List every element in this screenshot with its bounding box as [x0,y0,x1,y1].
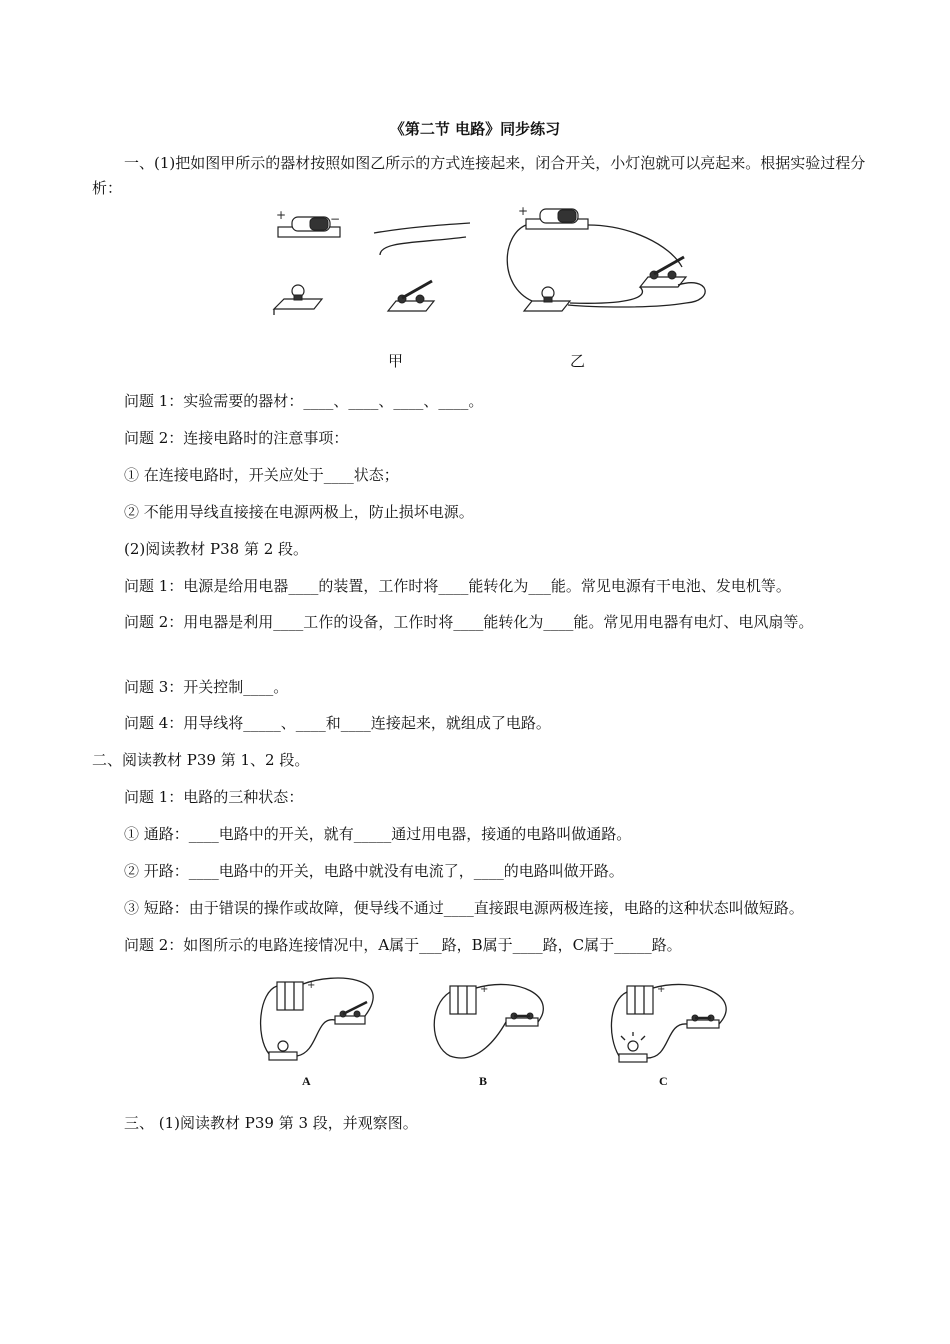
svg-text:+: + [518,205,529,218]
s1-p2-q1: 问题 1：电源是给用电器____的装置，工作时将____能转化为___能。常见电源有干电池、发电机等。 [124,577,791,595]
s1-q2-a: ① 在连接电路时，开关应处于____状态； [124,466,399,484]
page-title: 《第二节 电路》同步练习 [389,120,561,138]
figure-label-yi: 乙 [570,352,586,370]
s1-p2-q3: 问题 3：开关控制____。 [124,678,289,696]
s2-intro: 二、阅读教材 P39 第 1、2 段。 [92,751,310,769]
figure-jia-yi [270,205,730,315]
circuit-c [605,976,745,1066]
switch-icon [388,281,434,311]
s2-q1: 问题 1：电路的三种状态： [124,788,304,806]
s3-intro: 三、 (1)阅读教材 P39 第 3 段，并观察图。 [124,1114,418,1132]
circuit-label-b: B [479,1074,488,1088]
bulb-icon [269,1041,297,1060]
battery-pack-icon [450,984,488,1014]
lit-bulb-icon [619,1032,647,1062]
switch-icon [335,1002,367,1024]
svg-text:−: − [330,212,341,226]
switch-icon [506,1013,538,1026]
s1-q2: 问题 2：连接电路时的注意事项： [124,429,349,447]
s2-state-1: ① 通路：____电路中的开关，就有_____通过用电器，接通的电路叫做通路。 [124,825,632,843]
battery-pack-icon [277,980,315,1010]
section1-intro: 一、(1)把如图甲所示的器材按照如图乙所示的方式连接起来，闭合开关，小灯泡就可以亮起来。根据实验过程分析： [92,154,866,197]
s1-q2-b: ② 不能用导线直接接在电源两极上，防止损坏电源。 [124,503,474,521]
s1-q1: 问题 1：实验需要的器材：____、____、____、____。 [124,392,484,410]
battery-icon [276,208,340,237]
s1-part2: (2)阅读教材 P38 第 2 段。 [124,540,309,558]
circuit-a [255,976,395,1066]
circuit-label-a: A [302,1074,311,1088]
svg-text:+: + [657,984,666,995]
svg-text:+: + [480,984,489,995]
battery-pack-icon [627,984,665,1014]
circuit-label-c: C [659,1074,668,1088]
s1-p2-q2: 问题 2：用电器是利用____工作的设备，工作时将____能转化为____能。常见用电器有电灯、电风扇等。 [124,613,814,631]
circuit-b [428,976,558,1066]
bulb-icon [274,285,322,315]
svg-text:+: + [307,980,316,991]
s2-q2: 问题 2：如图所示的电路连接情况中，A属于___路，B属于____路，C属于_____路。 [124,936,682,954]
svg-text:+: + [276,208,287,222]
assembled-circuit [507,205,705,311]
s1-p2-q4: 问题 4：用导线将_____、____和____连接起来，就组成了电路。 [124,714,551,732]
wires-icon [374,223,470,255]
figure-label-jia: 甲 [388,352,404,370]
s2-state-3: ③ 短路：由于错误的操作或故障，便导线不通过____直接跟电源两极连接，电路的这种状态叫做短路。 [124,899,804,917]
s2-state-2: ② 开路：____电路中的开关，电路中就没有电流了，____的电路叫做开路。 [124,862,624,880]
switch-icon [687,1015,719,1028]
